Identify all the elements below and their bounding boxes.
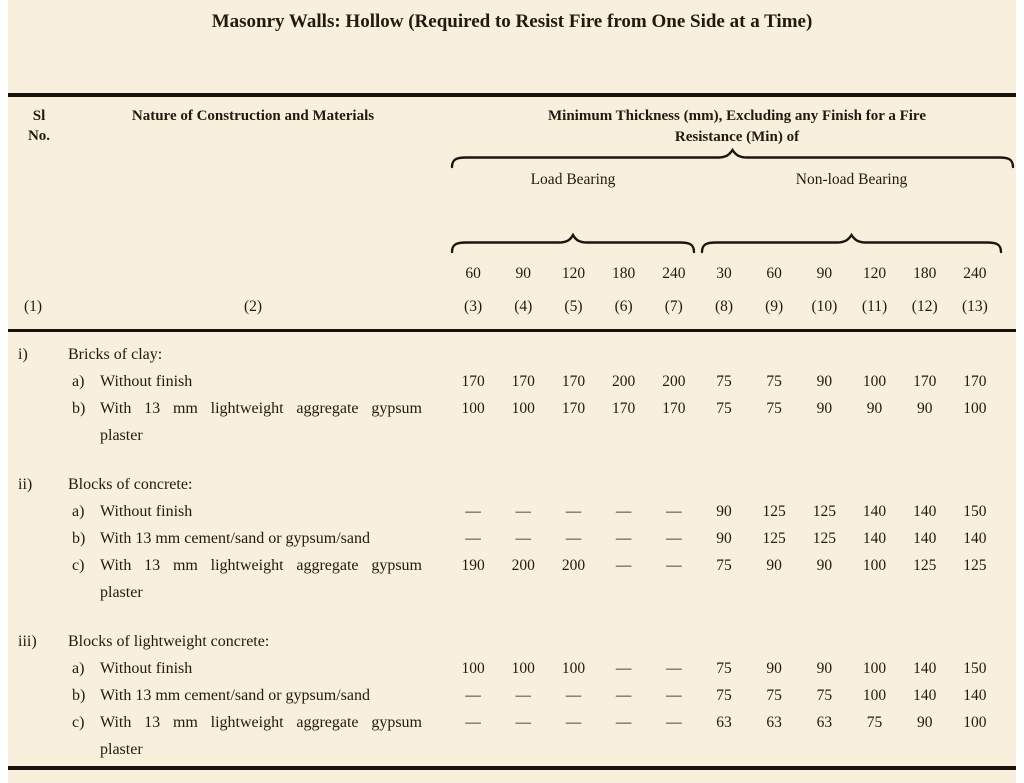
thickness-value: — bbox=[615, 503, 632, 520]
table-row bbox=[8, 368, 1016, 395]
thickness-header-line1: Minimum Thickness (mm), Excluding any Finish for a Fire bbox=[548, 108, 926, 124]
thickness-value: 100 bbox=[862, 660, 887, 677]
load-bearing-label: Load Bearing bbox=[530, 171, 616, 188]
thickness-value: 75 bbox=[766, 687, 782, 704]
column-number: (4) bbox=[514, 298, 533, 315]
thickness-value: — bbox=[465, 714, 481, 731]
minutes-value: 240 bbox=[963, 265, 987, 282]
thickness-value: — bbox=[465, 503, 481, 520]
item-label: c) bbox=[72, 714, 85, 731]
thickness-value: 90 bbox=[816, 400, 833, 417]
thickness-value: — bbox=[666, 714, 682, 731]
thickness-value: 170 bbox=[561, 373, 586, 390]
thickness-value: 75 bbox=[716, 557, 732, 574]
thickness-value: 150 bbox=[963, 660, 987, 677]
thickness-value: — bbox=[565, 714, 582, 731]
thickness-value: 100 bbox=[561, 660, 586, 677]
thickness-value: — bbox=[666, 687, 682, 704]
thickness-value: 100 bbox=[862, 557, 887, 574]
thickness-value: — bbox=[615, 714, 632, 731]
thickness-value: 100 bbox=[511, 660, 535, 677]
thickness-value: 100 bbox=[963, 400, 987, 417]
thickness-value: 90 bbox=[716, 503, 732, 520]
column-number: (11) bbox=[861, 298, 888, 315]
thickness-value: 200 bbox=[561, 557, 586, 574]
thickness-value: — bbox=[666, 660, 682, 677]
thickness-value: 100 bbox=[862, 373, 887, 390]
thickness-value: 63 bbox=[816, 714, 833, 731]
thickness-value: 170 bbox=[612, 400, 636, 417]
thickness-value: — bbox=[666, 503, 682, 520]
thickness-value: 125 bbox=[963, 557, 987, 574]
column-number: (8) bbox=[714, 298, 734, 315]
thickness-value: 150 bbox=[963, 503, 987, 520]
item-description: With 13 mm lightweight aggregate gypsum plaster bbox=[100, 400, 422, 444]
nature-column-header: Nature of Construction and Materials bbox=[131, 108, 375, 124]
item-label: b) bbox=[72, 400, 86, 417]
column-number: (5) bbox=[564, 298, 583, 315]
overbrace-thickness-icon bbox=[450, 148, 1015, 170]
table-row bbox=[8, 552, 1016, 606]
thickness-value: 170 bbox=[913, 373, 937, 390]
thickness-value: 170 bbox=[511, 373, 535, 390]
section-row-blocks-of-lightweight-concrete bbox=[8, 628, 1016, 655]
thickness-value: — bbox=[465, 530, 481, 547]
thickness-value: 90 bbox=[716, 530, 732, 547]
thickness-value: — bbox=[615, 557, 632, 574]
thickness-value: 140 bbox=[913, 530, 937, 547]
thickness-value: 190 bbox=[461, 557, 485, 574]
thickness-value: — bbox=[515, 687, 532, 704]
thickness-value: 140 bbox=[913, 503, 937, 520]
thickness-value: — bbox=[666, 530, 682, 547]
item-description: With 13 mm lightweight aggregate gypsum plaster bbox=[100, 557, 422, 601]
sl-header-line1: Sl bbox=[32, 108, 46, 124]
thickness-value: 200 bbox=[612, 373, 636, 390]
thickness-value: — bbox=[515, 530, 532, 547]
thickness-value: — bbox=[515, 503, 532, 520]
document-sheet bbox=[8, 0, 1016, 783]
thickness-value: — bbox=[565, 530, 582, 547]
overbrace-nonload-bearing-icon bbox=[700, 233, 1003, 255]
thickness-value: 125 bbox=[762, 503, 786, 520]
item-label: b) bbox=[72, 530, 86, 547]
item-description: Without finish bbox=[100, 660, 193, 677]
thickness-value: 170 bbox=[561, 400, 586, 417]
thickness-header-line2: Resistance (Min) of bbox=[674, 129, 800, 145]
thickness-value: 170 bbox=[461, 373, 485, 390]
thickness-value: — bbox=[615, 687, 632, 704]
minutes-value: 120 bbox=[862, 265, 887, 282]
thickness-value: 100 bbox=[862, 687, 887, 704]
thickness-value: 75 bbox=[716, 687, 732, 704]
thickness-value: 63 bbox=[766, 714, 782, 731]
sl-header-line2: No. bbox=[27, 128, 51, 144]
thickness-value: — bbox=[565, 503, 582, 520]
thickness-value: 125 bbox=[913, 557, 937, 574]
spacer bbox=[8, 265, 58, 283]
thickness-value: 90 bbox=[816, 660, 833, 677]
thickness-value: 75 bbox=[766, 400, 782, 417]
item-label: a) bbox=[72, 503, 85, 520]
thickness-value: — bbox=[565, 687, 582, 704]
minutes-value: 180 bbox=[913, 265, 937, 282]
thickness-value: 170 bbox=[662, 400, 686, 417]
item-description: With 13 mm lightweight aggregate gypsum plaster bbox=[100, 714, 422, 758]
item-description: Without finish bbox=[100, 503, 193, 520]
section-name: Blocks of concrete: bbox=[68, 476, 193, 493]
section-name: Bricks of clay: bbox=[68, 346, 163, 363]
thickness-value: 75 bbox=[716, 660, 732, 677]
thickness-value: 170 bbox=[963, 373, 987, 390]
section-row-blocks-of-concrete bbox=[8, 471, 1016, 498]
table-body bbox=[8, 333, 1016, 766]
item-label: a) bbox=[72, 373, 85, 390]
thickness-value: 200 bbox=[511, 557, 535, 574]
thickness-value: 63 bbox=[716, 714, 732, 731]
section-name: Blocks of lightweight concrete: bbox=[68, 633, 270, 650]
minutes-value: 60 bbox=[465, 265, 481, 282]
column-numbers-row bbox=[8, 298, 1016, 316]
column-number: (7) bbox=[664, 298, 683, 315]
thickness-value: 90 bbox=[766, 557, 782, 574]
thickness-value: 140 bbox=[862, 530, 887, 547]
table-row bbox=[8, 655, 1016, 682]
minutes-value: 180 bbox=[612, 265, 636, 282]
thickness-value: 90 bbox=[916, 400, 933, 417]
thickness-value: 100 bbox=[511, 400, 535, 417]
column-number: (3) bbox=[464, 298, 483, 315]
thickness-value: 75 bbox=[866, 714, 883, 731]
overbrace-load-bearing-icon bbox=[450, 233, 696, 255]
minutes-value: 60 bbox=[766, 265, 782, 282]
fire-rating-minutes-row bbox=[8, 265, 1016, 283]
item-label: b) bbox=[72, 687, 86, 704]
spacer bbox=[58, 265, 448, 283]
minutes-value: 30 bbox=[716, 265, 732, 282]
thickness-value: 200 bbox=[662, 373, 686, 390]
column-number: (9) bbox=[765, 298, 784, 315]
thickness-value: 75 bbox=[816, 687, 833, 704]
thickness-value: 125 bbox=[812, 503, 836, 520]
minutes-value: 120 bbox=[561, 265, 586, 282]
table-title: Masonry Walls: Hollow (Required to Resist Fire from One Side at a Time) bbox=[211, 11, 813, 32]
thickness-value: 140 bbox=[963, 530, 987, 547]
section-sl-number: iii) bbox=[18, 633, 37, 650]
thickness-value: — bbox=[465, 687, 481, 704]
column-number: (12) bbox=[911, 298, 938, 315]
thickness-value: 100 bbox=[461, 400, 485, 417]
section-sl-number: ii) bbox=[18, 476, 33, 493]
item-label: c) bbox=[72, 557, 85, 574]
minutes-value: 90 bbox=[515, 265, 532, 282]
minutes-value: 240 bbox=[662, 265, 686, 282]
column-number: (1) bbox=[23, 298, 43, 315]
thickness-value: 140 bbox=[913, 660, 937, 677]
thickness-value: 75 bbox=[766, 373, 782, 390]
table-header-area bbox=[8, 97, 1016, 329]
item-label: a) bbox=[72, 660, 85, 677]
thickness-value: 75 bbox=[716, 400, 732, 417]
item-description: With 13 mm cement/sand or gypsum/sand bbox=[100, 530, 370, 547]
thickness-value: 90 bbox=[816, 373, 833, 390]
thickness-value: 90 bbox=[916, 714, 933, 731]
item-description: With 13 mm cement/sand or gypsum/sand bbox=[100, 687, 370, 704]
thickness-column-header bbox=[450, 106, 1024, 148]
thickness-value: — bbox=[615, 530, 632, 547]
column-number: (2) bbox=[243, 298, 263, 315]
thickness-value: 90 bbox=[766, 660, 782, 677]
table-row bbox=[8, 525, 1016, 552]
thickness-value: 75 bbox=[716, 373, 732, 390]
thickness-value: — bbox=[615, 660, 632, 677]
section-sl-number: i) bbox=[18, 346, 28, 363]
thickness-value: 90 bbox=[866, 400, 883, 417]
minutes-value: 90 bbox=[816, 265, 833, 282]
thickness-value: 140 bbox=[913, 687, 937, 704]
table-row bbox=[8, 709, 1016, 763]
column-number: (13) bbox=[961, 298, 988, 315]
table-row bbox=[8, 498, 1016, 525]
thickness-value: 100 bbox=[461, 660, 485, 677]
column-number: (10) bbox=[811, 298, 838, 315]
table-row bbox=[8, 682, 1016, 709]
column-number: (6) bbox=[614, 298, 633, 315]
thickness-value: 140 bbox=[862, 503, 887, 520]
thickness-value: 90 bbox=[816, 557, 833, 574]
header-rule bbox=[8, 329, 1016, 332]
table-row bbox=[8, 395, 1016, 449]
bottom-rule bbox=[8, 766, 1016, 770]
thickness-value: 125 bbox=[812, 530, 836, 547]
thickness-value: 140 bbox=[963, 687, 987, 704]
thickness-value: 125 bbox=[762, 530, 786, 547]
thickness-value: — bbox=[666, 557, 682, 574]
thickness-value: — bbox=[515, 714, 532, 731]
thickness-value: 100 bbox=[963, 714, 987, 731]
section-row-bricks-of-clay bbox=[8, 341, 1016, 368]
nonload-bearing-label: Non-load Bearing bbox=[795, 171, 908, 188]
item-description: Without finish bbox=[100, 373, 193, 390]
